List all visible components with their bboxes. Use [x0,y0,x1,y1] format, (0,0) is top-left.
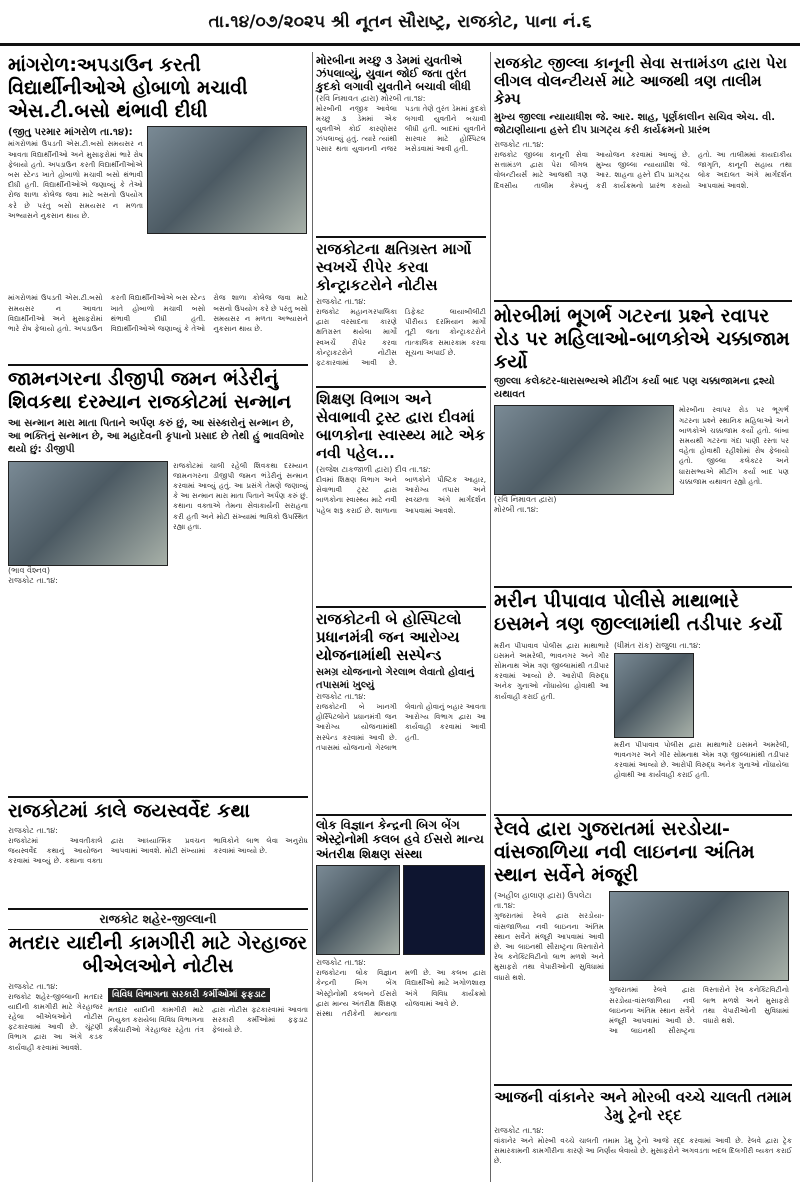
column-rule [312,52,313,1182]
photo-railway-track [609,891,789,981]
body-marine-police-continued: મરીન પીપાવાવ પોલીસ દ્વારા માથાભારે ઇસમને અમરેલી, ભાવનગર અને ગીર સોમનાથ એમ ત્રણ જીલ્લામાંથી તડીપાર કરવામાં આવ્યો છે. આરોપી વિરુદ્ધ અનેક ગુનાઓ નોંધાયેલા હોવાથી આ કાર્યવાહી કરાઈ હતી. [614,739,789,780]
headline-voter-list: મતદાર યાદીની કામગીરી માટે ગેરહાજર બીએલઓને નોટીસ [8,932,308,977]
dateline-mangrol: (જીતુ પરમાર માંગરોળ તા.૧૪): [8,127,133,139]
subhead-morbi-gutter: જીલ્લા કલેક્ટર-ધારાસભ્યએ મીટીંગ કર્યા બાદ પણ ચક્કાજામના દ્રશ્યો યથાવત [494,376,775,401]
section-rule [316,606,486,608]
photo-accused [614,653,694,738]
dateline-morbi-river: (રવિ નિમાવત દ્વારા) મોરબી તા.૧૪: [316,93,426,103]
body-space-center: રાજકોટના લોક વિજ્ઞાન કેન્દ્રની બિગ બેંગ એસ્ટ્રોનોમી કલબને ઈસરો દ્વારા માન્ય અંતરીક્ષ શિક્ષણ સંસ્થા તરીકેની માન્યતા મળી છે. આ કલબ દ્વારા વિદ્યાર્થીઓ માટે ખગોળશાસ્ત્ર અંગે વિવિધ કાર્યક્રમો યોજવામાં આવે છે. [316,968,486,1019]
body-railway: ગુજરાતમાં રેલવે દ્વારા સરડોયા-વાંસજાળિયા નવી લાઇનના અંતિમ સ્થાન સર્વેને મંજૂરી આપવામાં આવી છે. આ લાઇનથી સૌરાષ્ટ્રના વિસ્તારોને રેલ કનેક્ટિવિટીનો લાભ મળશે અને મુસાફરો તથા વેપારીઓની સુવિધામાં વધારો થશે. [494,911,604,982]
headline-morbi-gutter: મોરબીમાં ભૂગર્ભ ગટરના પ્રશ્ને રવાપર રોડ પર મહિલાઓ-બાળકોએ ચક્કાજામ કર્યો [494,305,790,373]
dateline-rajkot-hospital: રાજકોટ તા.૧૪: [316,692,366,701]
headline-wankaner: આજની વાંકાનેર અને મોરબી વચ્ચે ચાલતી તમામ ડેમુ ટ્રેનો રદ્દ [494,1088,792,1124]
headline-jamnagar-dgp: જામનગરના ડીજીપી જમન ભંડેરીનું શિવકથા દરમ્યાન રાજકોટમાં સન્માન [8,368,292,413]
dateline-marine-police: (ધીમંત રાંક) રાજુલા તા.૧૪: [614,640,701,650]
article-jayasvarved [8,800,308,926]
body-mangrol-continued: માંગરોળમાં ઉપડતી એસ.ટી.બસો સમયસર ન આવતા વિદ્યાર્થીનીઓ અને મુસાફરોમાં ભારે રોષ ફેલાયો હતો. અપડાઉન કરતી વિદ્યાર્થીનીઓએ બસ સ્ટેન્ડ ખાતે હોબાળો મચાવી બસો થંભાવી દીધી હતી. વિદ્યાર્થીનીઓએ જણાવ્યું કે તેઓ રોજ શાળા કોલેજ જવા માટે બસનો ઉપયોગ કરે છે પરંતુ બસો સમયસર ન મળતા અભ્યાસને નુકસાન થાય છે. [8,293,308,334]
dateline-jamnagar-dgp: રાજકોટ તા.૧૪: [8,575,58,585]
body-rajkot-hospital: રાજકોટની બે ખાનગી હોસ્પિટલોને પ્રધાનમંત્રી જન આરોગ્ય યોજનામાંથી સસ્પેન્ડ કરવામાં આવી છે. તપાસમાં યોજનાનો ગેરલાભ લેવાતો હોવાનું બહાર આવતા આરોગ્ય વિભાગ દ્વારા આ કાર્યવાહી કરવામાં આવી હતી. [316,702,486,752]
body-voter-list: રાજકોટ શહેર-જીલ્લાની મતદાર યાદીની કામગીરી માટે ગેરહાજર રહેલા બીએલઓને નોટીસ ફટકારવામાં આવી છે. ચૂંટણી વિભાગ દ્વારા આ અંગે કડક કાર્યવાહી કરવામાં આવશે. [8,991,103,1052]
section-rule [8,364,308,366]
photo-bus-protest [147,126,307,234]
article-rajkot-roads [316,240,486,392]
dateline-rajkot-legal: રાજકોટ તા.૧૪: [494,140,544,149]
section-rule [316,236,486,238]
article-rajkot-legal [494,54,792,300]
headline-mangrol: માંગરોળ:અપડાઉન કરતી વિદ્યાર્થીનીઓએ હોબાળો મચાવી એસ.ટી.બસો થંભાવી દીધી [8,54,248,122]
dateline-space-center: રાજકોટ તા.૧૪: [316,958,366,968]
headline-rajkot-legal: રાજકોટ જીલ્લા કાનૂની સેવા સત્તામંડળ દ્વારા પેરા લીગલ વોલન્ટીયર્સ માટે આજથી ત્રણ તાલીમ કેમ્પ [494,54,787,108]
body-govt-box: મતદાર યાદીની કામગીરી માટે નિયુક્ત કરાયેલા વિવિધ વિભાગના કર્મચારીઓ ગેરહાજર રહેતા તંત્ર દ્વારા નોટીસ ફટકારવામાં આવતા સરકારી કર્મીઓમાં ફફડાટ ફેલાયો છે. [108,1004,308,1035]
headline-space-center: લોક વિજ્ઞાન કેન્દ્રની બિગ બેંગ એસ્ટ્રોનોમી કલબ હવે ઈસરો માન્ય અંતરીક્ષ શિક્ષણ સંસ્થા [316,818,484,861]
dateline-jayasvarved: રાજકોટ તા.૧૪: [8,825,58,835]
section-rule [494,814,792,816]
body-railway-continued: ગુજરાતમાં રેલવે દ્વારા સરડોયા-વાંસજાળિયા નવી લાઇનના અંતિમ સ્થાન સર્વેને મંજૂરી આપવામાં આવી છે. આ લાઇનથી સૌરાષ્ટ્રના વિસ્તારોને રેલ કનેક્ટિવિટીનો લાભ મળશે અને મુસાફરો તથા વેપારીઓની સુવિધામાં વધારો થશે. [609,985,789,1036]
dateline-education-health: (રાજેશ ટાકજાળી દ્વારા) દીવ તા.૧૪: [316,465,431,474]
article-jamnagar-dgp [8,368,308,681]
article-voter-list [8,908,308,1170]
subhead-jamnagar-dgp: આ સન્માન મારા માતા પિતાને અર્પણ કરું છું, આ સંસ્કારોનું સન્માન છે, આ ભક્તિનું સન્માન છે, આ મહાદેવની કૃપાનો પ્રસાદ છે તેથી હું ભાવવિભોર થયો છું: ડીજીપી [8,417,305,455]
section-rule [8,796,308,798]
body-jayasvarved: રાજકોટમાં આવતીકાલે જયસ્વર્વેદ કથાનું આયોજન કરવામાં આવ્યું છે. કથાના વક્તા દ્વારા આધ્યાત્મિક પ્રવચન આપવામાં આવશે. મોટી સંખ્યામાં ભાવિકોને લાભ લેવા અનુરોધ કરવામાં આવ્યો છે. [8,835,308,866]
photo-dgp-honour [8,461,168,566]
section-rule [494,300,792,302]
body-morbi-gutter: મોરબીના રવાપર રોડ પર ભૂગર્ભ ગટરના પ્રશ્ને સ્થાનિક મહિલાઓ અને બાળકોએ ચક્કાજામ કર્યો હતો. લાંબા સમયથી ગટરના ગંદા પાણી રસ્તા પર વહેતા હોવાથી રહીશોમાં રોષ ફેલાયો હતો. જીલ્લા કલેક્ટર અને ધારાસભ્યએ મીટીંગ કર્યા બાદ પણ ચક્કાજામ યથાવત રહ્યો હતો. [679,405,789,486]
section-rule [494,1084,792,1086]
dateline-morbi-gutter: મોરબી તા.૧૪: [494,505,539,515]
column-rule [490,52,491,1182]
masthead: તા.૧૪/૦૭/૨૦૨૫ શ્રી નૂતન સૌરાષ્ટ્ર, રાજકોટ, પાના નં.૬ [0,0,800,46]
body-marine-police: મરીન પીપાવાવ પોલીસ દ્વારા માથાભારે ઇસમને અમરેલી, ભાવનગર અને ગીર સોમનાથ એમ ત્રણ જીલ્લામાંથી તડીપાર કરવામાં આવ્યો છે. આરોપી વિરુદ્ધ અનેક ગુનાઓ નોંધાયેલા હોવાથી આ કાર્યવાહી કરાઈ હતી. [494,640,609,701]
headline-jayasvarved: રાજકોટમાં કાલે જયસ્વર્વેદ કથા [8,800,250,822]
box-heading-govt: વિવિધ વિભાગના સરકારી કર્મીઓમાં ફફડાટ [108,988,270,1002]
dateline-voter-list: રાજકોટ તા.૧૪: [8,981,58,991]
photo-chakkajam [494,405,674,495]
section-rule [316,814,486,816]
body-wankaner: વાંકાનેર અને મોરબી વચ્ચે ચાલતી તમામ ડેમુ ટ્રેનો આજે રદ્દ કરવામાં આવી છે. રેલવે દ્વારા ટ્રેક સમારકામની કામગીરીના કારણે આ નિર્ણય લેવાયો છે. મુસાફરોને અગવડતા બદલ દિલગીરી વ્યક્ત કરાઈ છે. [494,1136,792,1166]
article-morbi-gutter [494,305,792,585]
photo-big-bang-logo [403,865,485,955]
headline-education-health: શિક્ષણ વિભાગ અને સેવાભાવી ટ્રસ્ટ દ્વારા દીવમાં બાળકોના સ્વાસ્થ્ય માટે એક નવી પહેલ... [316,390,486,462]
article-space-center [316,818,486,1168]
section-voter-list: રાજકોટ શહેર-જીલ્લાની [8,908,308,930]
body-mangrol: માંગરોળમાં ઉપડતી એસ.ટી.બસો સમયસર ન આવતા વિદ્યાર્થીનીઓ અને મુસાફરોમાં ભારે રોષ ફેલાયો હતો. અપડાઉન કરતી વિદ્યાર્થીનીઓએ બસ સ્ટેન્ડ ખાતે હોબાળો મચાવી બસો થંભાવી દીધી હતી. વિદ્યાર્થીનીઓએ જણાવ્યું કે તેઓ રોજ શાળા કોલેજ જવા માટે બસનો ઉપયોગ કરે છે પરંતુ બસો સમયસર ન મળતા અભ્યાસને નુકસાન થાય છે. [8,139,143,220]
dateline-rajkot-roads: રાજકોટ તા.૧૪: [316,297,366,306]
caption-jamnagar-dgp: (ભાવ વૈશ્નવ) [8,565,50,575]
section-rule [494,586,792,588]
section-rule [316,386,486,388]
article-railway [494,818,792,1071]
body-education-health: દીવમાં શિક્ષણ વિભાગ અને સેવાભાવી ટ્રસ્ટ દ્વારા બાળકોના સ્વાસ્થ્ય માટે નવી પહેલ શરૂ કરાઈ છે. શાળાના બાળકોને પૌષ્ટિક આહાર, આરોગ્ય તપાસ અને સ્વચ્છતા અંગે માર્ગદર્શન આપવામાં આવશે. [316,475,486,515]
headline-morbi-river: મોરબીના મચ્છુ ૩ ડેમમાં યુવતીએ ઝંપલાવ્યું, યુવાન જોઈ જતા તુરંત કુદકો લગાવી યુવતીને બચાવી લીધી [316,54,471,94]
body-rajkot-legal: રાજકોટ જીલ્લા કાનૂની સેવા સત્તામંડળ દ્વારા પેરા લીગલ વોલન્ટીયર્સ માટે આજથી ત્રણ દિવસીય તાલીમ કેમ્પનું આયોજન કરવામાં આવ્યું છે. મુખ્ય જીલ્લા ન્યાયાધીશ જે. આર. શાહના હસ્તે દીપ પ્રાગટ્ય કરી કાર્યક્રમનો પ્રારંભ કરાયો હતો. આ તાલીમમાં કાયદાકીય જાગૃતિ, કાનૂની સહાય તથા લોક અદાલત અંગે માર્ગદર્શન આપવામાં આવશે. [494,150,792,190]
body-morbi-river: મોરબીની નજીક આવેલા મચ્છુ ૩ ડેમમાં એક યુવતીએ કોઈ કારણોસર ઝંપલાવ્યું હતું. ત્યારે ત્યાંથી પસાર થતા યુવાનની નજર પડતા તેણે તુરંત ડેમમાં કુદકો લગાવી યુવતીને બચાવી લીધી હતી. બાદમાં યુવતીને સારવાર માટે હોસ્પિટલ ખસેડવામાં આવી હતી. [316,103,486,154]
article-morbi-river [316,54,486,244]
article-marine-police [494,590,792,835]
headline-railway: રેલવે દ્વારા ગુજરાતમાં સરડોયા-વાંસજાળિયા નવી લાઇનના અંતિમ સ્થાન સર્વેને મંજૂરી [494,818,755,886]
headline-rajkot-roads: રાજકોટના ક્ષતિગ્રસ્ત માર્ગો સ્વખર્ચે રીપેર કરવા કોન્ટ્રાકટરોને નોટીસ [316,240,472,294]
headline-rajkot-hospital: રાજકોટની બે હોસ્પિટલો પ્રધાનમંત્રી જન આરોગ્ય યોજનામાંથી સસ્પેન્ડ [316,610,462,664]
photo-telescope [316,865,400,955]
headline-marine-police: મરીન પીપાવાવ પોલીસે માથાભારે ઇસમને ત્રણ જીલ્લામાંથી તડીપાર કર્યો [494,590,783,635]
article-education-health [316,390,486,615]
subhead-rajkot-hospital: સમગ્ર યોજનાનો ગેરલાભ લેવાતો હોવાનું તપાસમાં ખુલ્યું [316,667,474,691]
article-mangrol [8,54,308,378]
body-rajkot-roads: રાજકોટ મહાનગરપાલિકા દ્વારા વરસાદના કારણે ક્ષતિગ્રસ્ત થયેલા માર્ગો સ્વખર્ચે રીપેર કરવા કોન્ટ્રાકટરોને નોટીસ ફટકારવામાં આવી છે. ડિફેક્ટ લાયાબીલીટી પીરીયડ દરમિયાન માર્ગો તૂટી જતા કોન્ટ્રાકટરોને તાત્કાલિક સમારકામ કરવા સૂચના અપાઈ છે. [316,307,486,368]
caption-railway: (અહીલ હાલાણ દ્વારા) ઉપલેટા તા.૧૪: [494,891,592,911]
body-jamnagar-dgp: રાજકોટમાં ચાલી રહેલી શિવકથા દરમ્યાન જામનગરના ડીજીપી જમન ભંડેરીનું સન્માન કરવામાં આવ્યું હતું. આ પ્રસંગે તેમણે જણાવ્યું કે આ સન્માન મારા માતા પિતાને અર્પણ કરું છું. કથાના વક્તાએ તેમના સેવાકાર્યની સરાહના કરી હતી અને મોટી સંખ્યામાં ભાવિકો ઉપસ્થિત રહ્યા હતા. [173,460,308,531]
article-wankaner [494,1088,792,1186]
subhead-rajkot-legal: મુખ્ય જીલ્લા ન્યાયાધીશ જે. આર. શાહ, પૂર્ણકાલીન સચિવ એચ. વી. જોટાણીયાના હસ્તે દીપ પ્રાગટ્ય કરી કાર્યક્રમનો પ્રારંભ [494,112,776,136]
dateline-wankaner: રાજકોટ તા.૧૪: [494,1126,544,1135]
caption-morbi-gutter: (રવિ નિમાવત દ્વારા) [494,495,557,505]
